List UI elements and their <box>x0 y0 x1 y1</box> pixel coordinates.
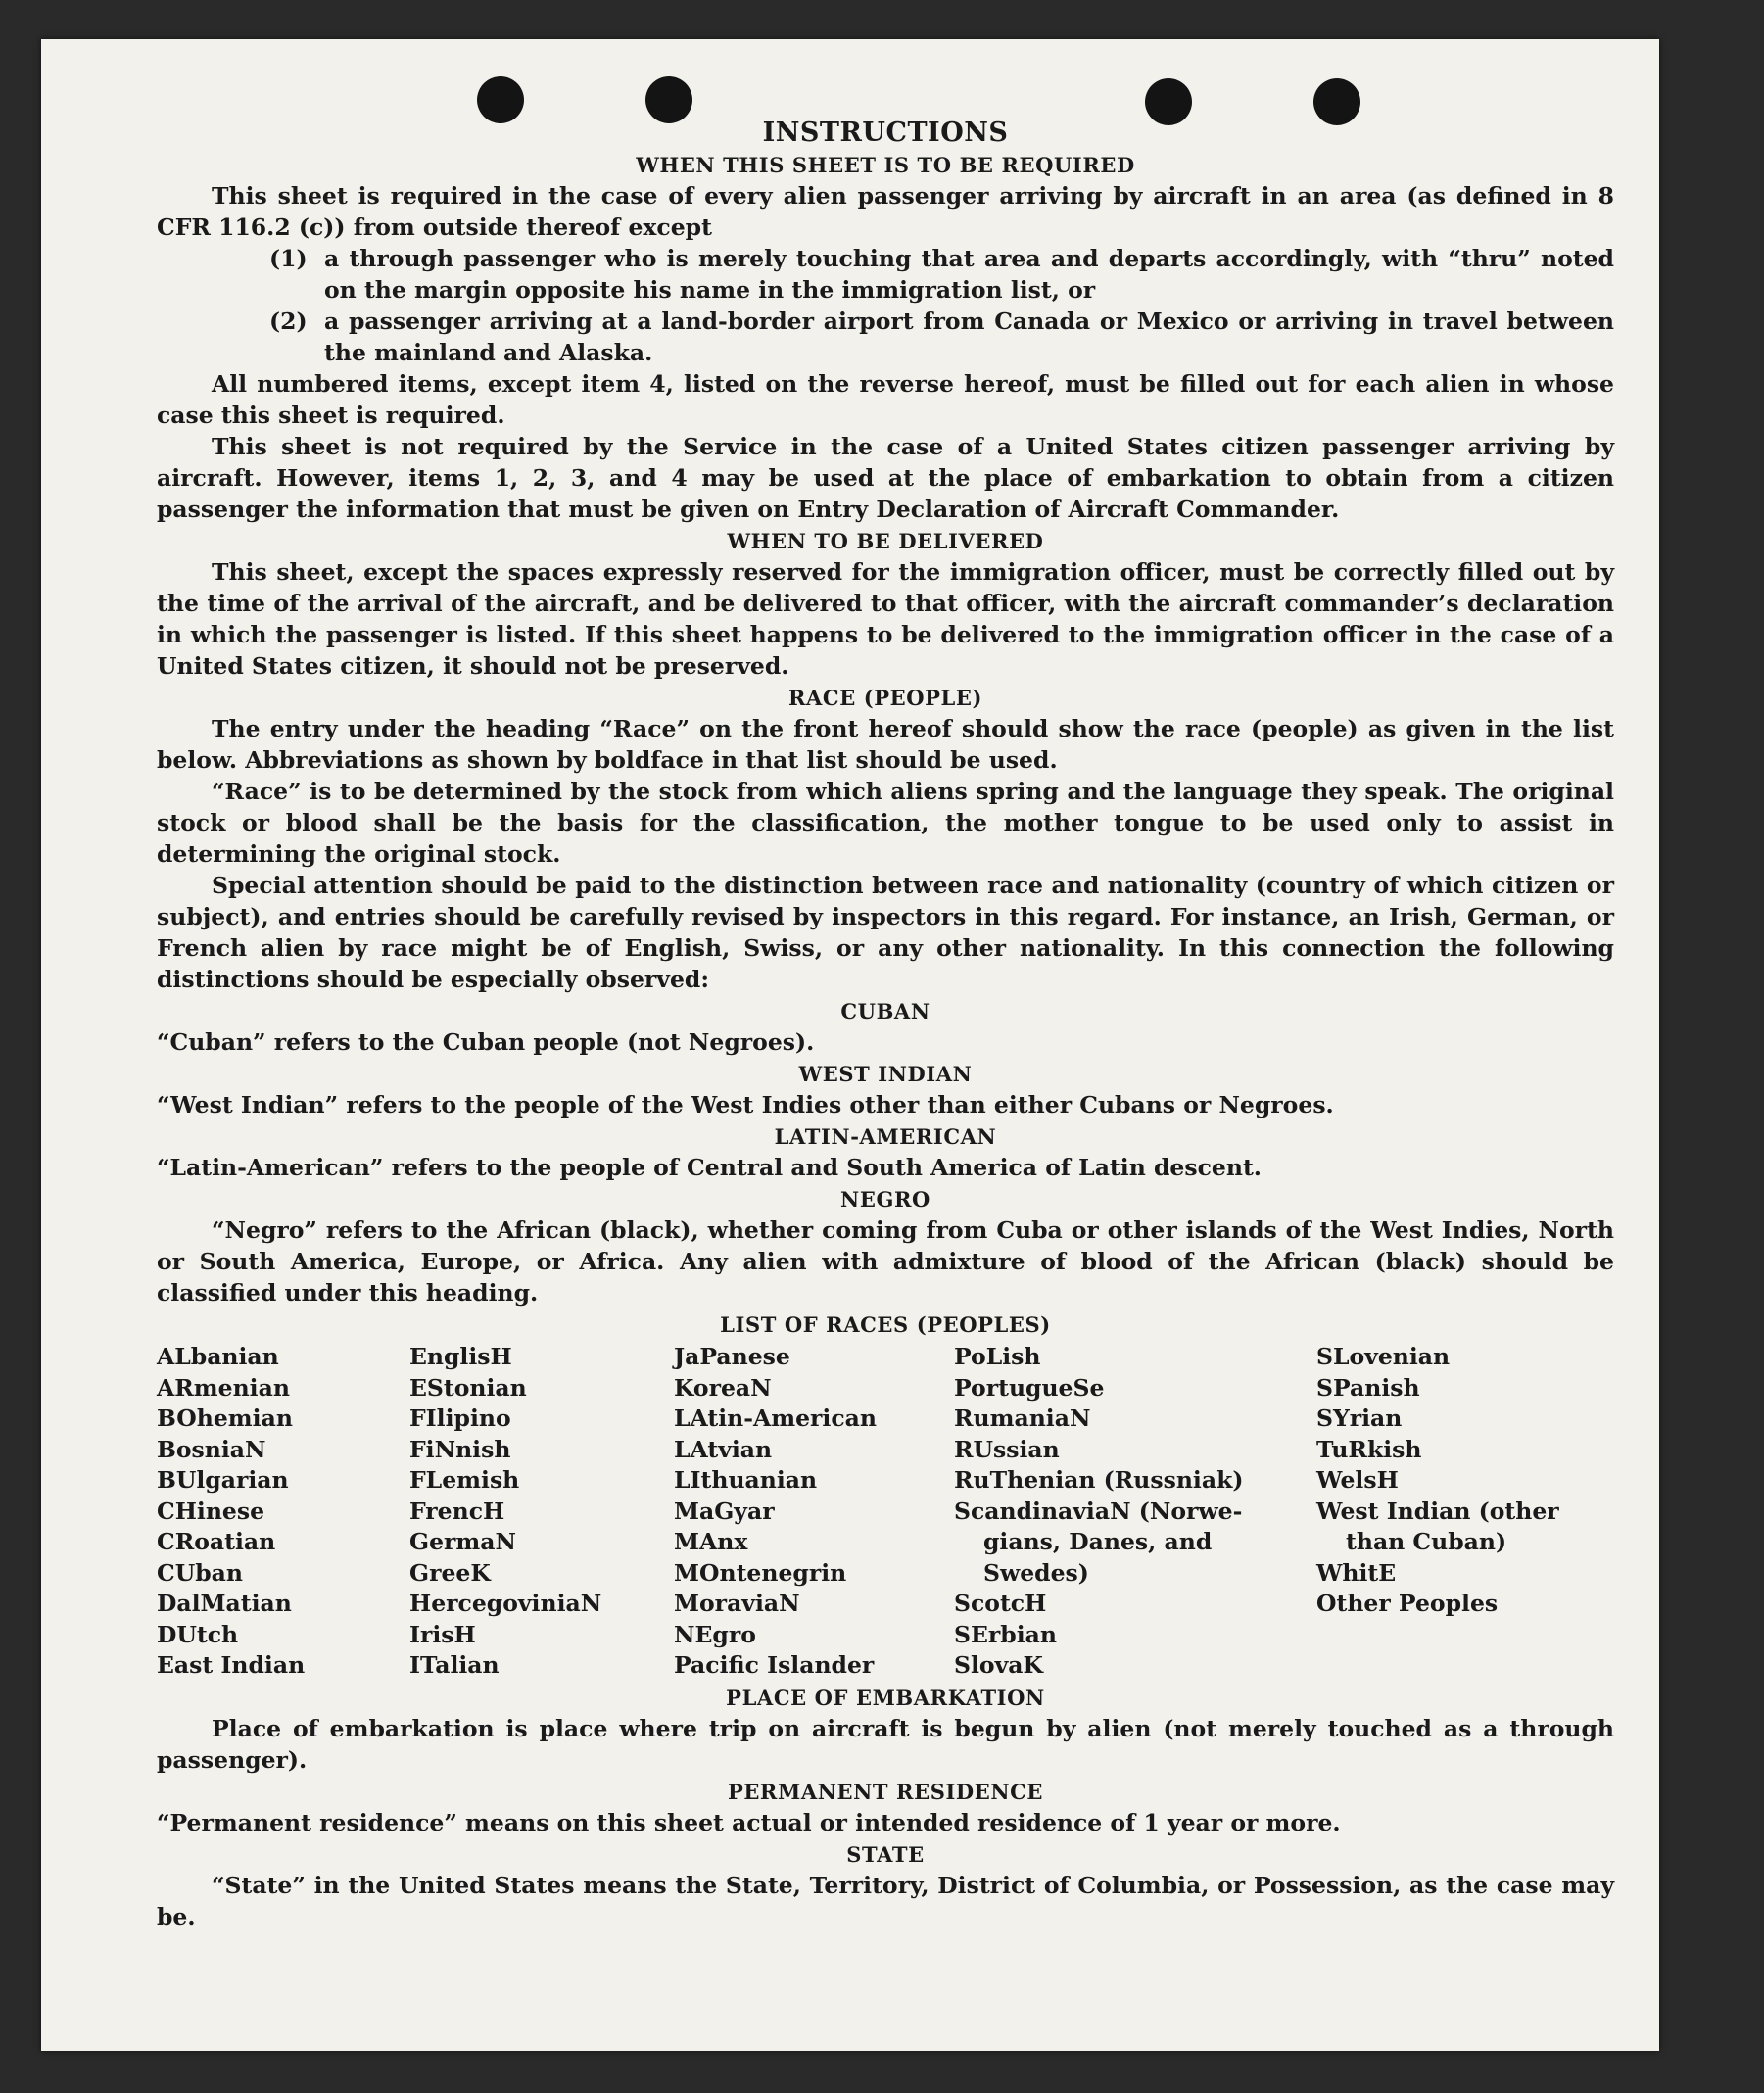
race-entry: CHinese <box>157 1497 265 1525</box>
section-heading-negro: NEGRO <box>840 1187 930 1212</box>
race-entry: DUtch <box>157 1620 239 1648</box>
race-entry: East Indian <box>157 1651 306 1679</box>
paragraph: Special attention should be paid to the distinction between race and nationality (country of which citizen or subject), and entries should be carefully revised by inspectors in this regard. For instance, an Irish, German, or French alien by race might be of English, Swiss, or any other nationality. In this connection the following distinctions should be especially observed: <box>157 872 1614 993</box>
race-entry: RumaniaN <box>954 1404 1091 1432</box>
race-entry: EStonian <box>409 1373 527 1402</box>
race-entry: MoraviaN <box>674 1590 800 1617</box>
race-entry: gians, Danes, and <box>983 1528 1213 1555</box>
race-entry: EnglisH <box>409 1343 512 1370</box>
race-entry: West Indian (other <box>1316 1497 1559 1525</box>
race-entry: LIthuanian <box>674 1466 818 1494</box>
section-heading-when-required: WHEN THIS SHEET IS TO BE REQUIRED <box>636 153 1135 177</box>
race-entry: IrisH <box>409 1620 476 1648</box>
race-entry: SlovaK <box>954 1651 1043 1679</box>
race-entry: LAtin-American <box>674 1404 877 1432</box>
item-text: a passenger arriving at a land-border airport from Canada or Mexico or arriving in travel between the mainland and Alaska. <box>324 308 1614 366</box>
list-item <box>269 243 1614 306</box>
paragraph: This sheet is required in the case of every alien passenger arriving by aircraft in an area (as defined in 8 CFR 116.2 (c)) from outside thereof except <box>157 182 1614 241</box>
race-entry: WhitE <box>1316 1558 1397 1587</box>
race-entry: KoreaN <box>674 1373 772 1402</box>
races-column-5 <box>1316 1342 1614 1682</box>
race-entry: MOntenegrin <box>674 1558 847 1587</box>
definition-text: “State” in the United States means the State, Territory, District of Columbia, or Possession, as the case may be. <box>157 1871 1614 1930</box>
paragraph: All numbered items, except item 4, listed on the reverse hereof, must be filled out for each alien in whose case this sheet is required. <box>157 370 1614 429</box>
race-entry: FiNnish <box>409 1435 511 1463</box>
race-entry: ScandinaviaN (Norwe- <box>954 1497 1243 1525</box>
item-text: a through passenger who is merely touching that area and departs accordingly, with “thru” noted on the margin opposite his name in the immigration list, or <box>324 245 1614 304</box>
race-entry: NEgro <box>674 1620 756 1648</box>
race-entry: ITalian <box>409 1651 500 1679</box>
paragraph: “Race” is to be determined by the stock from which aliens spring and the language they speak. The original stock or blood shall be the basis for the classification, the mother tongue to be used only to assist in determining the original stock. <box>157 778 1614 868</box>
race-entry: SLovenian <box>1316 1343 1451 1370</box>
race-entry: PoLish <box>954 1343 1041 1370</box>
race-entry: PortugueSe <box>954 1373 1105 1402</box>
page-title: INSTRUCTIONS <box>762 118 1009 148</box>
race-entry: MaGyar <box>674 1497 775 1525</box>
section-heading-state: STATE <box>846 1841 925 1867</box>
race-entry: SErbian <box>954 1620 1057 1648</box>
section-heading-residence: PERMANENT RESIDENCE <box>727 1779 1044 1804</box>
definition-text: “West Indian” refers to the people of the West Indies other than either Cubans or Negroes. <box>157 1091 1334 1118</box>
races-column-2 <box>409 1342 674 1682</box>
race-entry: MAnx <box>674 1528 748 1555</box>
race-entry: Pacific Islander <box>674 1651 875 1679</box>
document-sheet <box>41 39 1659 2051</box>
section-heading-cuban: CUBAN <box>840 999 930 1023</box>
race-entry: GreeK <box>409 1558 491 1587</box>
race-entry: JaPanese <box>674 1343 790 1370</box>
race-entry: FrencH <box>409 1497 505 1525</box>
paragraph: This sheet is not required by the Service in the case of a United States citizen passenger arriving by aircraft. However, items 1, 2, 3, and 4 may be used at the place of embarkation to obtain from a citizen passenger the information that must be given on Entry Declaration of Aircraft Commander. <box>157 433 1614 523</box>
race-entry: LAtvian <box>674 1435 773 1463</box>
definition-text: “Cuban” refers to the Cuban people (not Negroes). <box>157 1028 815 1056</box>
race-entry: BOhemian <box>157 1404 293 1432</box>
race-entry: CRoatian <box>157 1528 276 1555</box>
race-entry: FLemish <box>409 1466 520 1494</box>
section-heading-embarkation: PLACE OF EMBARKATION <box>726 1685 1045 1710</box>
definition-text: “Permanent residence” means on this sheet actual or intended residence of 1 year or more. <box>157 1808 1341 1836</box>
race-entry: RUssian <box>954 1435 1060 1463</box>
section-heading-race: RACE (PEOPLE) <box>787 686 983 710</box>
item-number: (2) <box>269 308 308 335</box>
item-number: (1) <box>269 245 308 272</box>
race-entry: CUban <box>157 1558 243 1587</box>
race-entry: SPanish <box>1316 1373 1420 1402</box>
race-entry: GermaN <box>409 1528 516 1555</box>
race-entry: Swedes) <box>983 1558 1089 1587</box>
race-entry: FIlipino <box>409 1404 511 1432</box>
race-entry: ALbanian <box>157 1343 279 1370</box>
races-list <box>157 1342 1614 1682</box>
section-heading-when-delivered: WHEN TO BE DELIVERED <box>727 529 1044 553</box>
race-entry: ScotcH <box>954 1590 1047 1617</box>
race-entry: BosniaN <box>157 1435 266 1463</box>
section-heading-west-indian: WEST INDIAN <box>798 1062 973 1086</box>
section-heading-latin-american: LATIN-AMERICAN <box>774 1124 997 1149</box>
paragraph: This sheet, except the spaces expressly reserved for the immigration officer, must be correctly filled out by the time of the arrival of the aircraft, and be delivered to that officer, with the aircraft commander’s declaration in which the passenger is listed. If this sheet happens to be delivered to the immigration officer in the case of a United States citizen, it should not be preserved. <box>157 558 1614 680</box>
section-heading-list-of-races: LIST OF RACES (PEOPLES) <box>720 1312 1051 1337</box>
race-entry: SYrian <box>1316 1404 1403 1432</box>
race-entry: ARmenian <box>157 1373 290 1402</box>
race-entry: DalMatian <box>157 1590 292 1617</box>
race-entry: RuThenian (Russniak) <box>954 1466 1244 1494</box>
race-entry: WelsH <box>1316 1466 1399 1494</box>
list-item <box>269 306 1614 368</box>
races-column-4 <box>954 1342 1316 1682</box>
race-entry: Other Peoples <box>1316 1590 1499 1617</box>
race-entry: TuRkish <box>1316 1435 1422 1463</box>
instructions-content <box>157 116 1614 1932</box>
races-column-1 <box>157 1342 409 1682</box>
races-column-3 <box>674 1342 954 1682</box>
definition-text: Place of embarkation is place where trip on aircraft is begun by alien (not merely touched as a through passenger). <box>157 1714 1614 1774</box>
race-entry: HercegoviniaN <box>409 1590 602 1617</box>
race-entry: than Cuban) <box>1346 1528 1507 1555</box>
definition-text: “Negro” refers to the African (black), whether coming from Cuba or other islands of the West Indies, North or South America, Europe, or Africa. Any alien with admixture of blood of the African (black) should be classified under this heading. <box>157 1216 1614 1307</box>
definition-text: “Latin-American” refers to the people of Central and South America of Latin descent. <box>157 1154 1262 1181</box>
paragraph: The entry under the heading “Race” on the front hereof should show the race (people) as given in the list below. Abbreviations as shown by boldface in that list should be used. <box>157 715 1614 774</box>
race-entry: BUlgarian <box>157 1466 289 1494</box>
